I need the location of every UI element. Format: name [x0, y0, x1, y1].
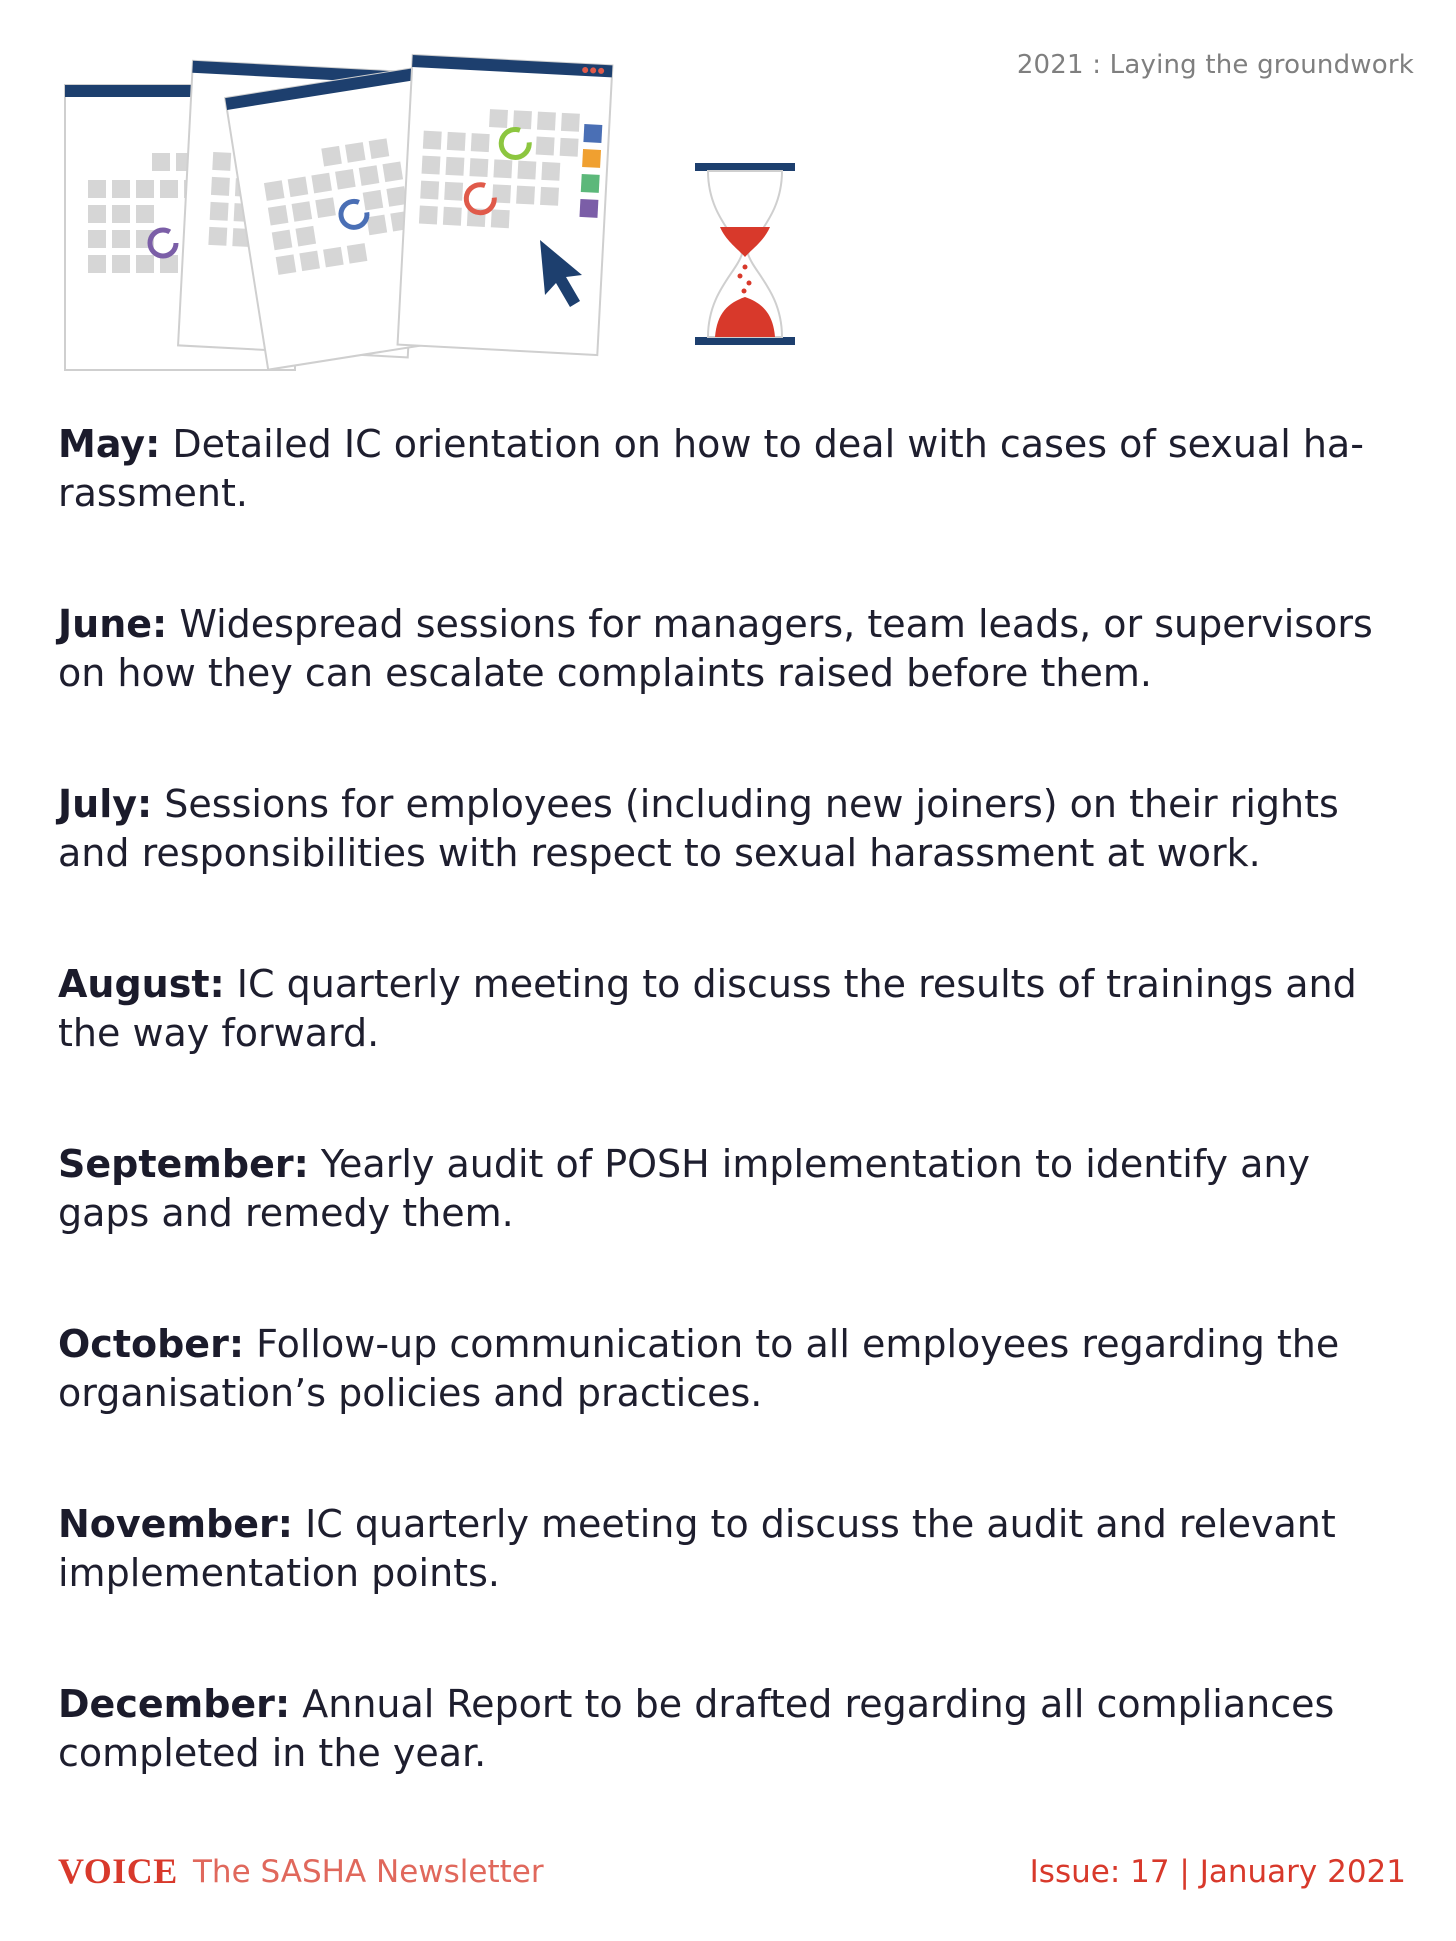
entry-text: Widespread sessions for managers, team leads, or supervisors — [179, 602, 1373, 646]
month-label: September — [58, 1142, 294, 1186]
month-label: November — [58, 1502, 278, 1546]
month-label: December — [58, 1682, 275, 1726]
entry-text-cont: on how they can escalate complaints raised before them. — [58, 651, 1152, 695]
month-label: June — [58, 602, 153, 646]
newsletter-name: The SASHA Newsletter — [193, 1854, 544, 1890]
timeline-entry-november: November: IC quarterly meeting to discuss the audit and relevant implementation points. — [58, 1502, 1336, 1595]
entry-text: IC quarterly meeting to discuss the audit and relevant — [305, 1502, 1336, 1546]
entry-text: Sessions for employees (including new joiners) on their rights — [164, 782, 1339, 826]
page-footer — [58, 1850, 1406, 1900]
brand-logo: VOICE — [58, 1851, 178, 1891]
entry-text-cont: implementation points. — [58, 1551, 500, 1595]
entry-text-cont: rassment. — [58, 471, 248, 515]
section-tag: 2021 : Laying the groundwork — [1016, 50, 1414, 80]
month-label: August — [58, 962, 210, 1006]
entry-text: IC quarterly meeting to discuss the results of trainings and — [236, 962, 1357, 1006]
month-label: October — [58, 1322, 229, 1366]
entry-text: Yearly audit of POSH implementation to identify any — [320, 1142, 1310, 1186]
timeline-entry-june: June: Widespread sessions for managers, team leads, or supervisors on how they can escalate complaints raised before them. — [58, 602, 1373, 695]
timeline-entry-august: August: IC quarterly meeting to discuss the results of trainings and the way forward. — [58, 962, 1357, 1055]
entry-text-cont: and responsibilities with respect to sexual harassment at work. — [58, 831, 1261, 875]
month-label: May — [58, 422, 146, 466]
entry-text-cont: the way forward. — [58, 1011, 380, 1055]
timeline-entry-july: July: Sessions for employees (including new joiners) on their rights and responsibilities with respect to sexual harassment at work. — [58, 782, 1339, 875]
timeline-entry-may: May: Detailed IC orientation on how to deal with cases of sexual ha- rassment. — [58, 422, 1364, 515]
entry-text: Detailed IC orientation on how to deal with cases of sexual ha- — [172, 422, 1364, 466]
entry-text-cont: gaps and remedy them. — [58, 1191, 514, 1235]
timeline-entry-september: September: Yearly audit of POSH implementation to identify any gaps and remedy them. — [58, 1142, 1310, 1235]
timeline-entry-october: October: Follow-up communication to all employees regarding the organisation’s policies and practices. — [58, 1322, 1340, 1415]
calendar-card-4 — [398, 55, 613, 355]
entry-text: Follow-up communication to all employees regarding the — [256, 1322, 1340, 1366]
entry-text: Annual Report to be drafted regarding all compliances — [302, 1682, 1335, 1726]
issue-info: Issue: 17 | January 2021 — [1029, 1854, 1406, 1890]
timeline-entry-december: December: Annual Report to be drafted regarding all compliances completed in the year. — [58, 1682, 1335, 1775]
calendar-hourglass-illustration — [60, 45, 810, 375]
month-label: July — [58, 782, 137, 826]
hourglass-icon — [695, 163, 795, 345]
entry-text-cont: completed in the year. — [58, 1731, 487, 1775]
entry-text-cont: organisation’s policies and practices. — [58, 1371, 763, 1415]
